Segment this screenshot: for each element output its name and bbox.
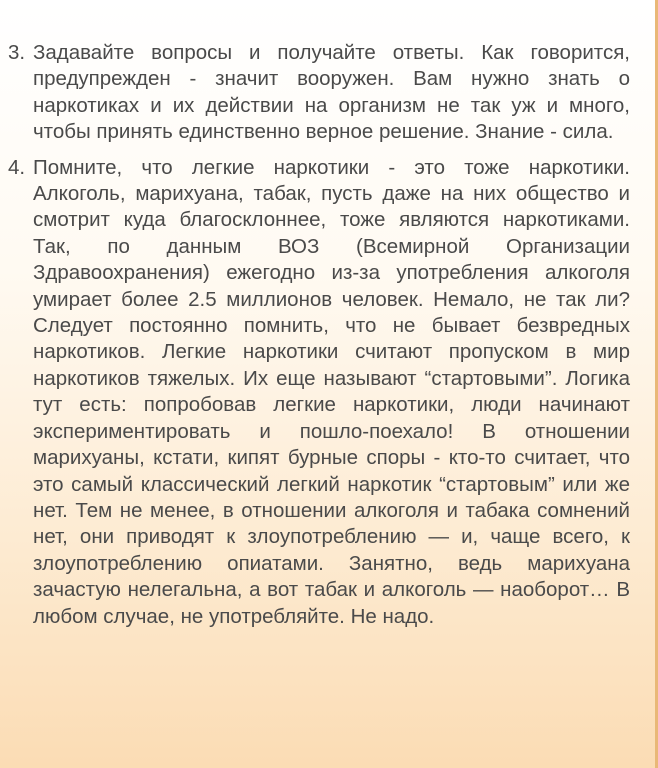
list-item-number: 4. <box>8 155 26 179</box>
list-item-number: 3. <box>8 41 26 64</box>
list-item-text: Задавайте вопросы и получайте ответы. Как говорится, предупрежден - значит вооружен. Вам нужно знать о наркотиках и их действии на организм не так уж и много, чтобы принять единственно верное решение. Знание - сила. <box>33 41 630 144</box>
list-item-text: Помните, что легкие наркотики - это тоже наркотики. Алкоголь, марихуана, табак, пусть даже на них общество и смотрит куда благосклоннее, тоже являются наркотиками. Так, по данным ВОЗ (Всемирной Организации Здравоохранения) ежегодно из-за употребления алкоголя умирает более 2.5 миллионов человек. Немало, не так ли? Следует постоянно помнить, что не бывает безвредных наркотиков. Легкие наркотики считают пропуском в мир наркотиков тяжелых. Их еще называют “стартовыми”. Логика тут есть: попробовав легкие наркотики, люди начинают экспериментировать и пошло-поехало! В отношении марихуаны, кстати, кипят бурные споры - кто-то считает, что это самый классический легкий наркотик “стартовым” или же нет. Тем не менее, в отношении алкоголя и табака сомнений нет, они приводят к злоупотреблению — и, чаще всего, к злоупотреблению опиатами. Занятно, ведь марихуана зачастую нелегальна, а вот табак и алкоголь — наоборот… В любом случае, не употребляйте. Не надо. <box>33 155 630 628</box>
list-item-4 <box>8 155 630 630</box>
list-item-3 <box>8 40 630 146</box>
numbered-list <box>8 40 630 639</box>
